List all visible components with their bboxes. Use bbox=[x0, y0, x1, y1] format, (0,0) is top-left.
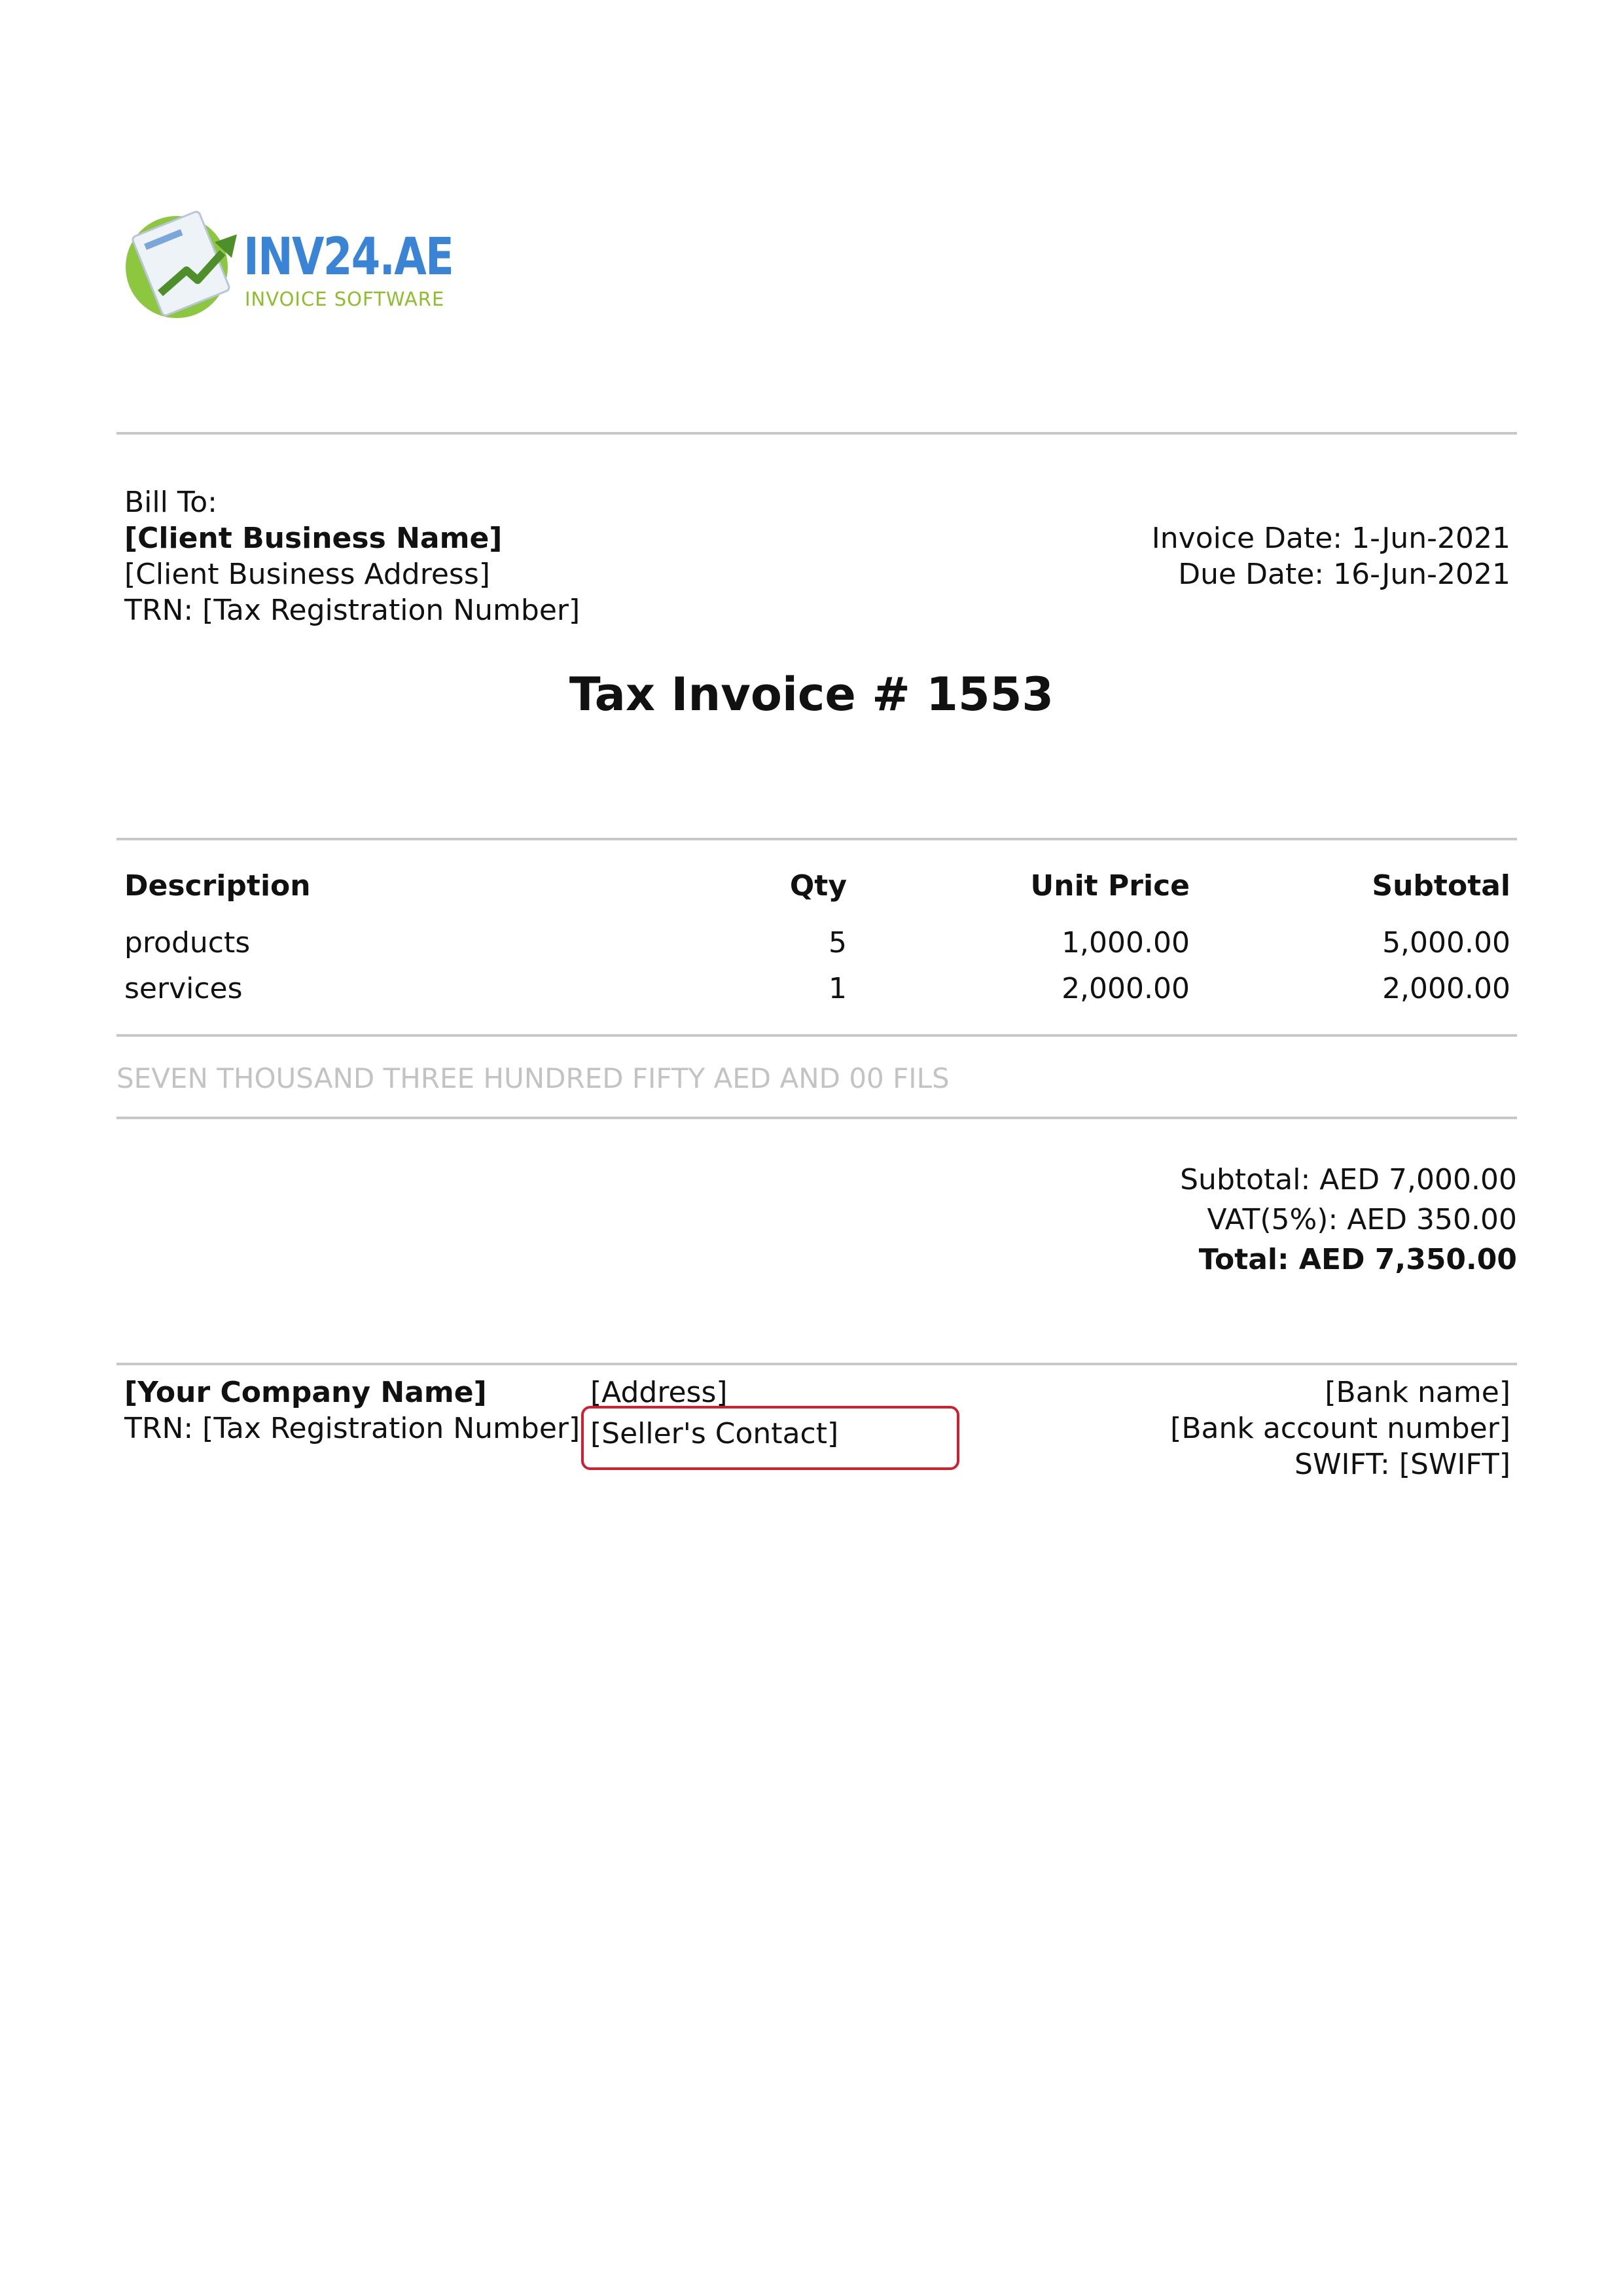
bank-name: [Bank name] bbox=[1325, 1376, 1510, 1409]
logo-name: INV24.AE bbox=[243, 228, 454, 287]
company-trn: TRN: [Tax Registration Number] bbox=[124, 1412, 580, 1445]
column-header-description: Description bbox=[124, 869, 311, 903]
vat-amount: VAT(5%): AED 350.00 bbox=[1207, 1203, 1517, 1236]
invoice-title: Tax Invoice # 1553 bbox=[569, 668, 1054, 721]
logo-tagline: INVOICE SOFTWARE bbox=[245, 288, 445, 310]
table-row-1-subtotal: 5,000.00 bbox=[1382, 926, 1510, 960]
client-business-address: [Client Business Address] bbox=[124, 558, 490, 591]
column-header-unit-price: Unit Price bbox=[1030, 869, 1190, 903]
table-row-2-description: services bbox=[124, 972, 243, 1005]
total-amount: Total: AED 7,350.00 bbox=[1198, 1243, 1517, 1276]
divider-top bbox=[116, 432, 1517, 435]
table-row-1-unit-price: 1,000.00 bbox=[1061, 926, 1190, 960]
amount-in-words: SEVEN THOUSAND THREE HUNDRED FIFTY AED AND 00 FILS bbox=[116, 1062, 950, 1094]
client-trn: TRN: [Tax Registration Number] bbox=[124, 594, 580, 627]
due-date: Due Date: 16-Jun-2021 bbox=[1178, 558, 1510, 591]
divider-table-top bbox=[116, 838, 1517, 840]
column-header-subtotal: Subtotal bbox=[1372, 869, 1510, 903]
seller-contact: [Seller's Contact] bbox=[590, 1417, 839, 1450]
divider-footer bbox=[116, 1363, 1517, 1365]
divider-table-bottom bbox=[116, 1034, 1517, 1037]
bill-to-label: Bill To: bbox=[124, 486, 217, 519]
client-business-name: [Client Business Name] bbox=[124, 522, 503, 555]
table-row-2-unit-price: 2,000.00 bbox=[1061, 972, 1190, 1005]
table-row-1-description: products bbox=[124, 926, 251, 960]
invoice-date: Invoice Date: 1-Jun-2021 bbox=[1151, 522, 1510, 555]
table-row-1-qty: 5 bbox=[829, 926, 847, 960]
column-header-qty: Qty bbox=[789, 869, 847, 903]
table-row-2-qty: 1 bbox=[829, 972, 847, 1005]
table-row-2-subtotal: 2,000.00 bbox=[1382, 972, 1510, 1005]
seller-address: [Address] bbox=[590, 1376, 728, 1409]
logo-emblem-icon bbox=[124, 208, 255, 319]
subtotal-amount: Subtotal: AED 7,000.00 bbox=[1180, 1163, 1517, 1196]
your-company-name: [Your Company Name] bbox=[124, 1376, 487, 1409]
bank-account-number: [Bank account number] bbox=[1170, 1412, 1510, 1445]
swift-code: SWIFT: [SWIFT] bbox=[1294, 1448, 1510, 1481]
divider-words bbox=[116, 1117, 1517, 1119]
